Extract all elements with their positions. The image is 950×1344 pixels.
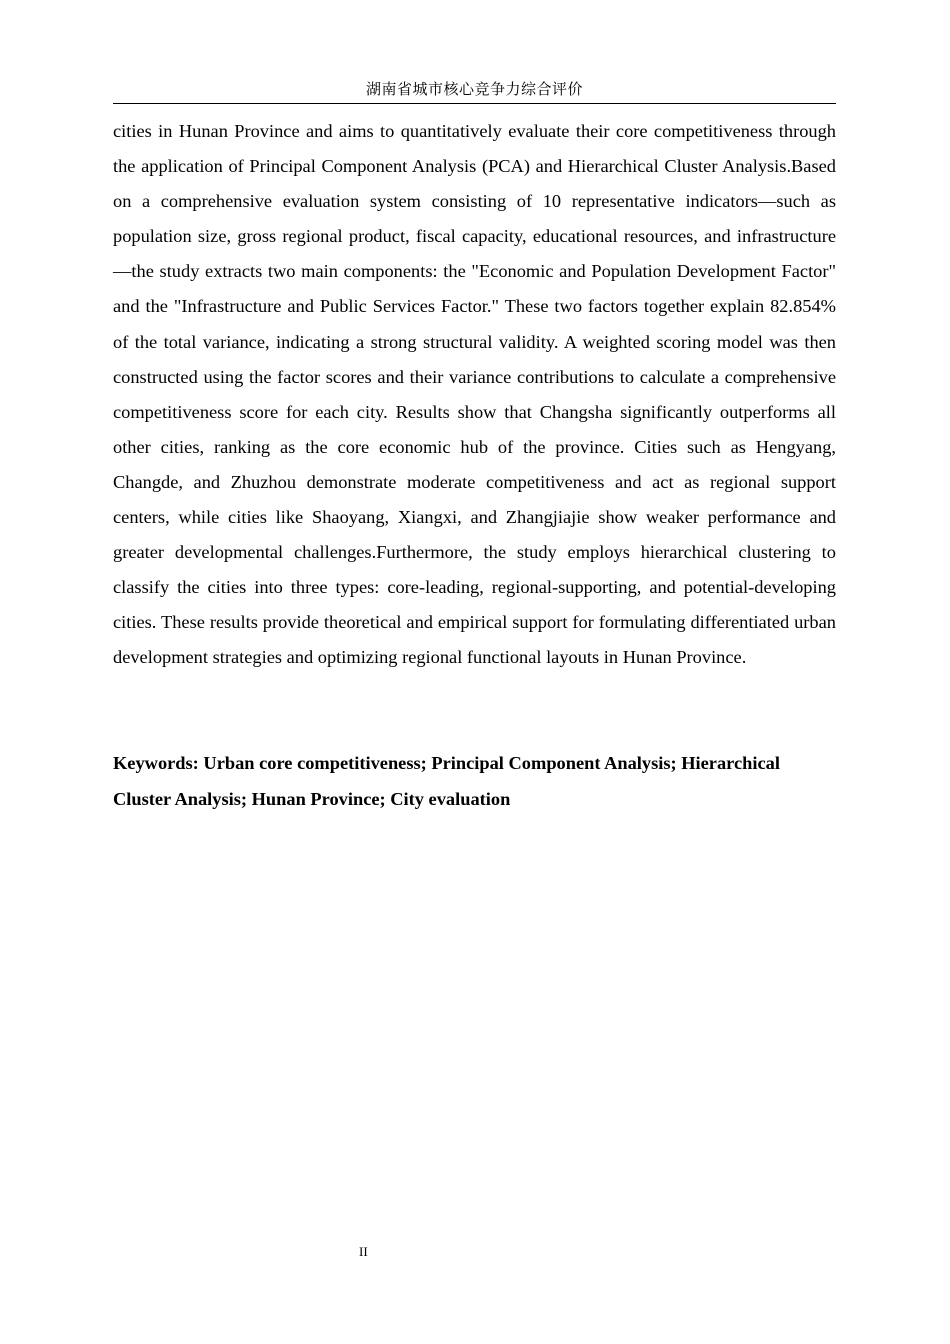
page-number: II (359, 1244, 368, 1259)
header-divider (113, 103, 836, 104)
keywords-line (113, 745, 836, 817)
keywords-text: Urban core competitiveness; Principal Component Analysis; Hierarchical Cluster Analysis; Hunan Province; City evaluation (113, 753, 780, 809)
keywords-label: Keywords: (113, 753, 204, 773)
abstract-paragraph: cities in Hunan Province and aims to quantitatively evaluate their core competitiveness through the application of Principal Component Analysis (PCA) and Hierarchical Cluster Analysis.Based on a comprehensive evaluation system consisting of 10 representative indicators—such as population size, gross regional product, fiscal capacity, educational resources, and infrastructure—the study extracts two main components: the "Economic and Population Development Factor" and the "Infrastructure and Public Services Factor." These two factors together explain 82.854% of the total variance, indicating a strong structural validity. A weighted scoring model was then constructed using the factor scores and their variance contributions to calculate a comprehensive competitiveness score for each city. Results show that Changsha significantly outperforms all other cities, ranking as the core economic hub of the province. Cities such as Hengyang, Changde, and Zhuzhou demonstrate moderate competitiveness and act as regional support centers, while cities like Shaoyang, Xiangxi, and Zhangjiajie show weaker performance and greater developmental challenges.Furthermore, the study employs hierarchical clustering to classify the cities into three types: core-leading, regional-supporting, and potential-developing cities. These results provide theoretical and empirical support for formulating differentiated urban development strategies and optimizing regional functional layouts in Hunan Province. (113, 121, 836, 668)
running-header: 湖南省城市核心竞争力综合评价 (365, 80, 583, 98)
